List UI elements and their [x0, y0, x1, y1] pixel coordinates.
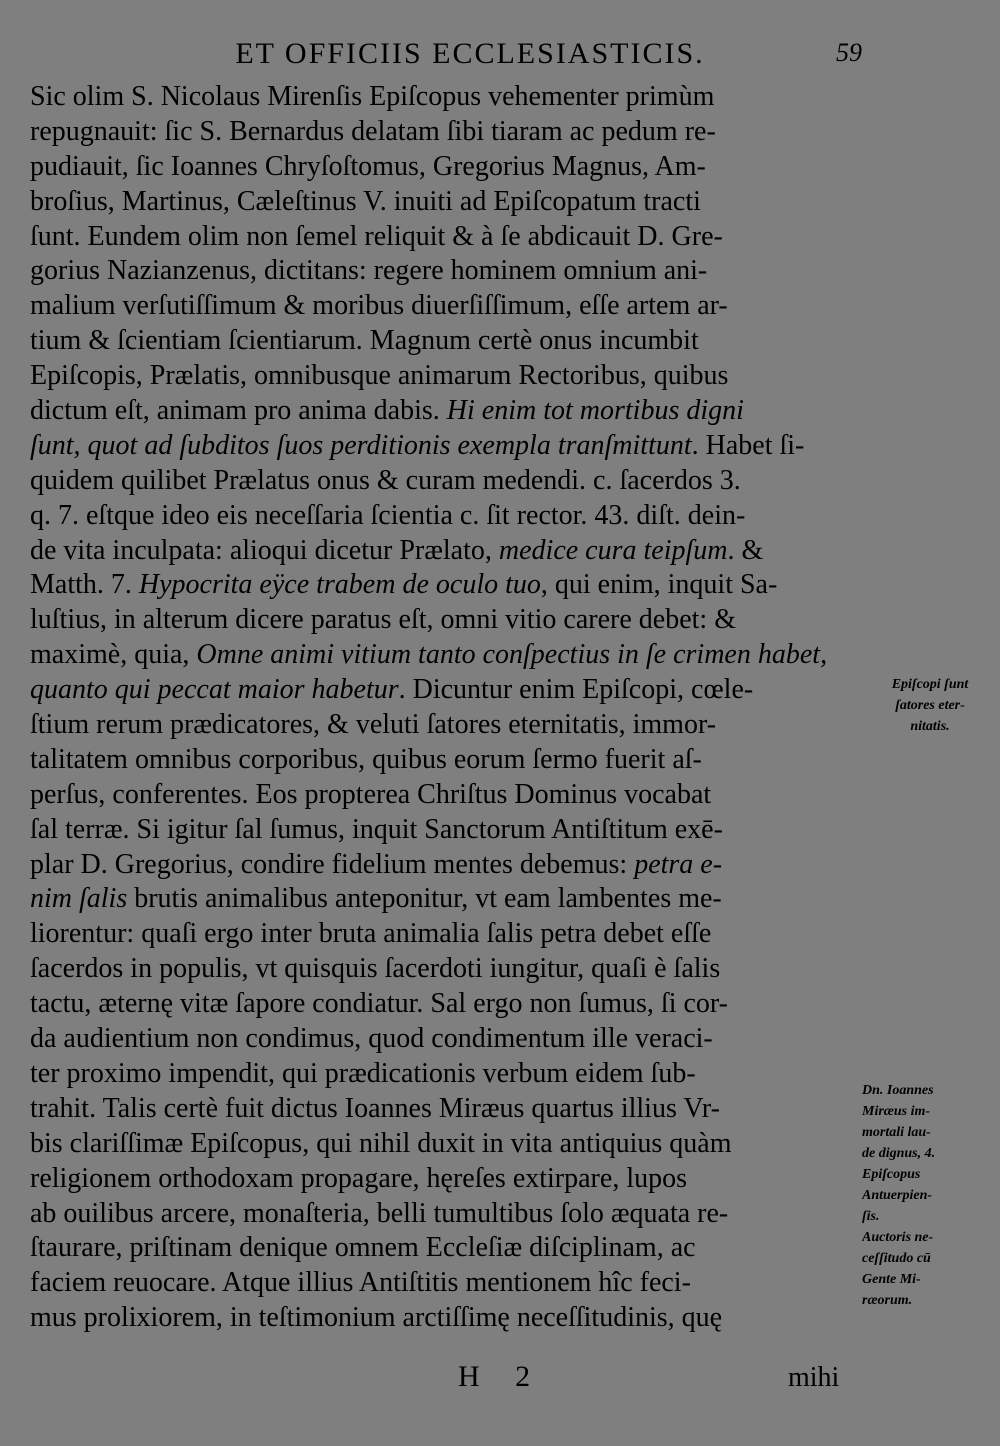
roman-text: bis clariſſimæ Epiſcopus, qui nihil duxit in vita antiquius quàm — [30, 1127, 732, 1159]
italic-text: Omne animi vitium tanto conſpectius in ſe crimen habet, — [196, 639, 828, 671]
roman-text: luſtius, in alterum dicere paratus eſt, omni vitio carere debet: & — [30, 604, 736, 636]
text-line — [30, 359, 870, 394]
roman-text: tium & ſcientiam ſcientiarum. Magnum certè onus incumbit — [30, 325, 699, 357]
marginal-note-line: Miræus im- — [862, 1104, 931, 1119]
text-line — [30, 987, 870, 1022]
marginal-note-line: ceſſitudo cū — [862, 1251, 931, 1266]
roman-text: malium verſutiſſimum & moribus diuerſiſſimum, eſſe artem ar- — [30, 290, 728, 322]
roman-text: talitatem omnibus corporibus, quibus eorum ſermo fuerit aſ- — [30, 743, 702, 775]
roman-text: dictum eſt, animam pro anima dabis. — [30, 395, 447, 427]
roman-text: Sic olim S. Nicolaus Mirenſis Epiſcopus vehementer primùm — [30, 81, 715, 112]
roman-text: . Habet ſi- — [691, 429, 805, 461]
roman-text: tactu, æternę vitæ ſapore condiatur. Sal ergo non ſumus, ſi cor- — [30, 988, 728, 1020]
marginal-note-line: Gente Mi- — [862, 1272, 921, 1287]
text-line — [30, 220, 870, 255]
text-line — [30, 1266, 870, 1301]
marginal-note-line: ſatores eter- — [895, 698, 965, 713]
marginal-note-miraeus — [862, 1080, 998, 1311]
roman-text: q. 7. eſtque ideo eis neceſſaria ſcientia c. ſit rector. 43. diſt. dein- — [30, 499, 746, 531]
roman-text: perſus, conferentes. Eos propterea Chriſtus Dominus vocabat — [30, 778, 712, 810]
text-line — [30, 882, 870, 917]
text-line — [30, 289, 870, 324]
text-line — [30, 464, 870, 499]
roman-text: liorentur: quaſi ergo inter bruta animalia ſalis petra debet eſſe — [30, 918, 712, 950]
italic-text: petra e- — [634, 848, 723, 880]
roman-text: ſtaurare, priſtinam denique omnem Eccleſiæ diſciplinam, ac — [30, 1232, 696, 1264]
text-line — [30, 80, 870, 115]
roman-text: pudiauit, ſic Ioannes Chryſoſtomus, Gregorius Magnus, Am- — [30, 150, 706, 182]
marginal-note-line: Epiſcopus — [862, 1167, 921, 1182]
text-line — [30, 568, 870, 603]
marginal-note-line: ſis. — [862, 1209, 880, 1224]
marginal-note-bishops — [862, 674, 998, 737]
roman-text: , qui enim, inquit Sa- — [540, 569, 778, 601]
roman-text: ab ouilibus arcere, monaſteria, belli tumultibus ſolo æquata re- — [30, 1197, 729, 1229]
text-line — [30, 1022, 870, 1057]
italic-text: quanto qui peccat maior habetur — [30, 674, 399, 706]
text-line — [30, 1197, 870, 1232]
text-line — [30, 534, 870, 569]
italic-text: Hypocrita eÿce trabem de oculo tuo — [138, 569, 541, 601]
italic-text: nim ſalis — [30, 883, 128, 915]
roman-text: . Dicuntur enim Epiſcopi, cœle- — [398, 674, 754, 706]
marginal-note-line: Epiſcopi ſunt — [891, 677, 969, 692]
text-line — [30, 813, 870, 848]
text-line — [30, 1127, 870, 1162]
italic-text: medice cura teipſum — [498, 534, 728, 566]
running-head: ET OFFICIIS ECCLESIASTICIS. — [235, 37, 705, 70]
text-line — [30, 115, 870, 150]
italic-text: Hi enim tot mortibus digni — [446, 395, 744, 427]
roman-text: repugnauit: ſic S. Bernardus delatam ſibi tiaram ac pedum re- — [30, 115, 716, 147]
text-line — [30, 150, 870, 185]
text-line — [30, 708, 870, 743]
roman-text: ſacerdos in populis, vt quisquis ſacerdoti iungitur, quaſi è ſalis — [30, 953, 721, 985]
body-text — [30, 80, 870, 1336]
text-line — [30, 638, 870, 673]
roman-text: ſunt. Eundem olim non ſemel reliquit & à ſe abdicauit D. Gre- — [30, 220, 723, 252]
text-line — [30, 1231, 870, 1266]
marginal-note-line: nitatis. — [910, 719, 950, 734]
text-line — [30, 1092, 870, 1127]
text-line — [30, 603, 870, 638]
text-line — [30, 1057, 870, 1092]
marginal-note-line: mortali lau- — [862, 1125, 931, 1140]
page-number: 59 — [836, 38, 862, 67]
roman-text: brutis animalibus anteponitur, vt eam lambentes me- — [127, 883, 722, 915]
roman-text: de vita inculpata: alioqui dicetur Prælato, — [30, 534, 499, 566]
marginal-note-line: Antuerpien- — [862, 1188, 933, 1203]
roman-text: quidem quilibet Prælatus onus & curam medendi. c. ſacerdos 3. — [30, 464, 741, 496]
text-line — [30, 917, 870, 952]
roman-text: . & — [727, 534, 764, 566]
roman-text: plar D. Gregorius, condire fidelium mentes debemus: — [30, 848, 635, 880]
roman-text: Epiſcopis, Prælatis, omnibusque animarum Rectoribus, quibus — [30, 360, 729, 392]
catchword: mihi — [788, 1362, 840, 1393]
text-line — [30, 743, 870, 778]
text-line — [30, 1301, 870, 1336]
roman-text: broſius, Martinus, Cæleſtinus V. inuiti ad Epiſcopatum tracti — [30, 185, 701, 217]
roman-text: ſtium rerum prædicatores, & veluti ſatores eternitatis, immor- — [30, 709, 717, 741]
text-line — [30, 952, 870, 987]
roman-text: trahit. Talis certè fuit dictus Ioannes Miræus quartus illius Vr- — [30, 1092, 720, 1124]
text-line — [30, 185, 870, 220]
roman-text: Matth. 7. — [30, 569, 139, 601]
signature-mark: H 2 — [458, 1360, 545, 1393]
text-line — [30, 429, 870, 464]
marginal-note-line: ræorum. — [862, 1293, 913, 1308]
marginal-note-line: de dignus, 4. — [862, 1146, 936, 1161]
text-line — [30, 673, 870, 708]
roman-text: da audientium non condimus, quod condimentum ille veraci- — [30, 1023, 713, 1055]
text-line — [30, 394, 870, 429]
marginal-note-line: Dn. Ioannes — [862, 1083, 934, 1098]
roman-text: faciem reuocare. Atque illius Antiſtitis mentionem hîc feci- — [30, 1267, 691, 1299]
roman-text: mus prolixiorem, in teſtimonium arctiſſimę neceſſitudinis, quę — [30, 1302, 723, 1334]
text-line — [30, 848, 870, 883]
text-line — [30, 254, 870, 289]
roman-text: maximè, quia, — [30, 639, 197, 671]
text-line — [30, 778, 870, 813]
roman-text: gorius Nazianzenus, dictitans: regere hominem omnium ani- — [30, 255, 708, 287]
text-line — [30, 324, 870, 359]
italic-text: ſunt, quot ad ſubditos ſuos perditionis exempla tranſmittunt — [30, 429, 692, 461]
roman-text: religionem orthodoxam propagare, hęreſes extirpare, lupos — [30, 1162, 687, 1194]
text-line — [30, 499, 870, 534]
roman-text: ſal terræ. Si igitur ſal ſumus, inquit Sanctorum Antiſtitum exē- — [30, 813, 723, 845]
roman-text: ter proximo impendit, qui prædicationis verbum eidem ſub- — [30, 1057, 696, 1089]
text-line — [30, 1162, 870, 1197]
marginal-note-line: Auctoris ne- — [862, 1230, 934, 1245]
